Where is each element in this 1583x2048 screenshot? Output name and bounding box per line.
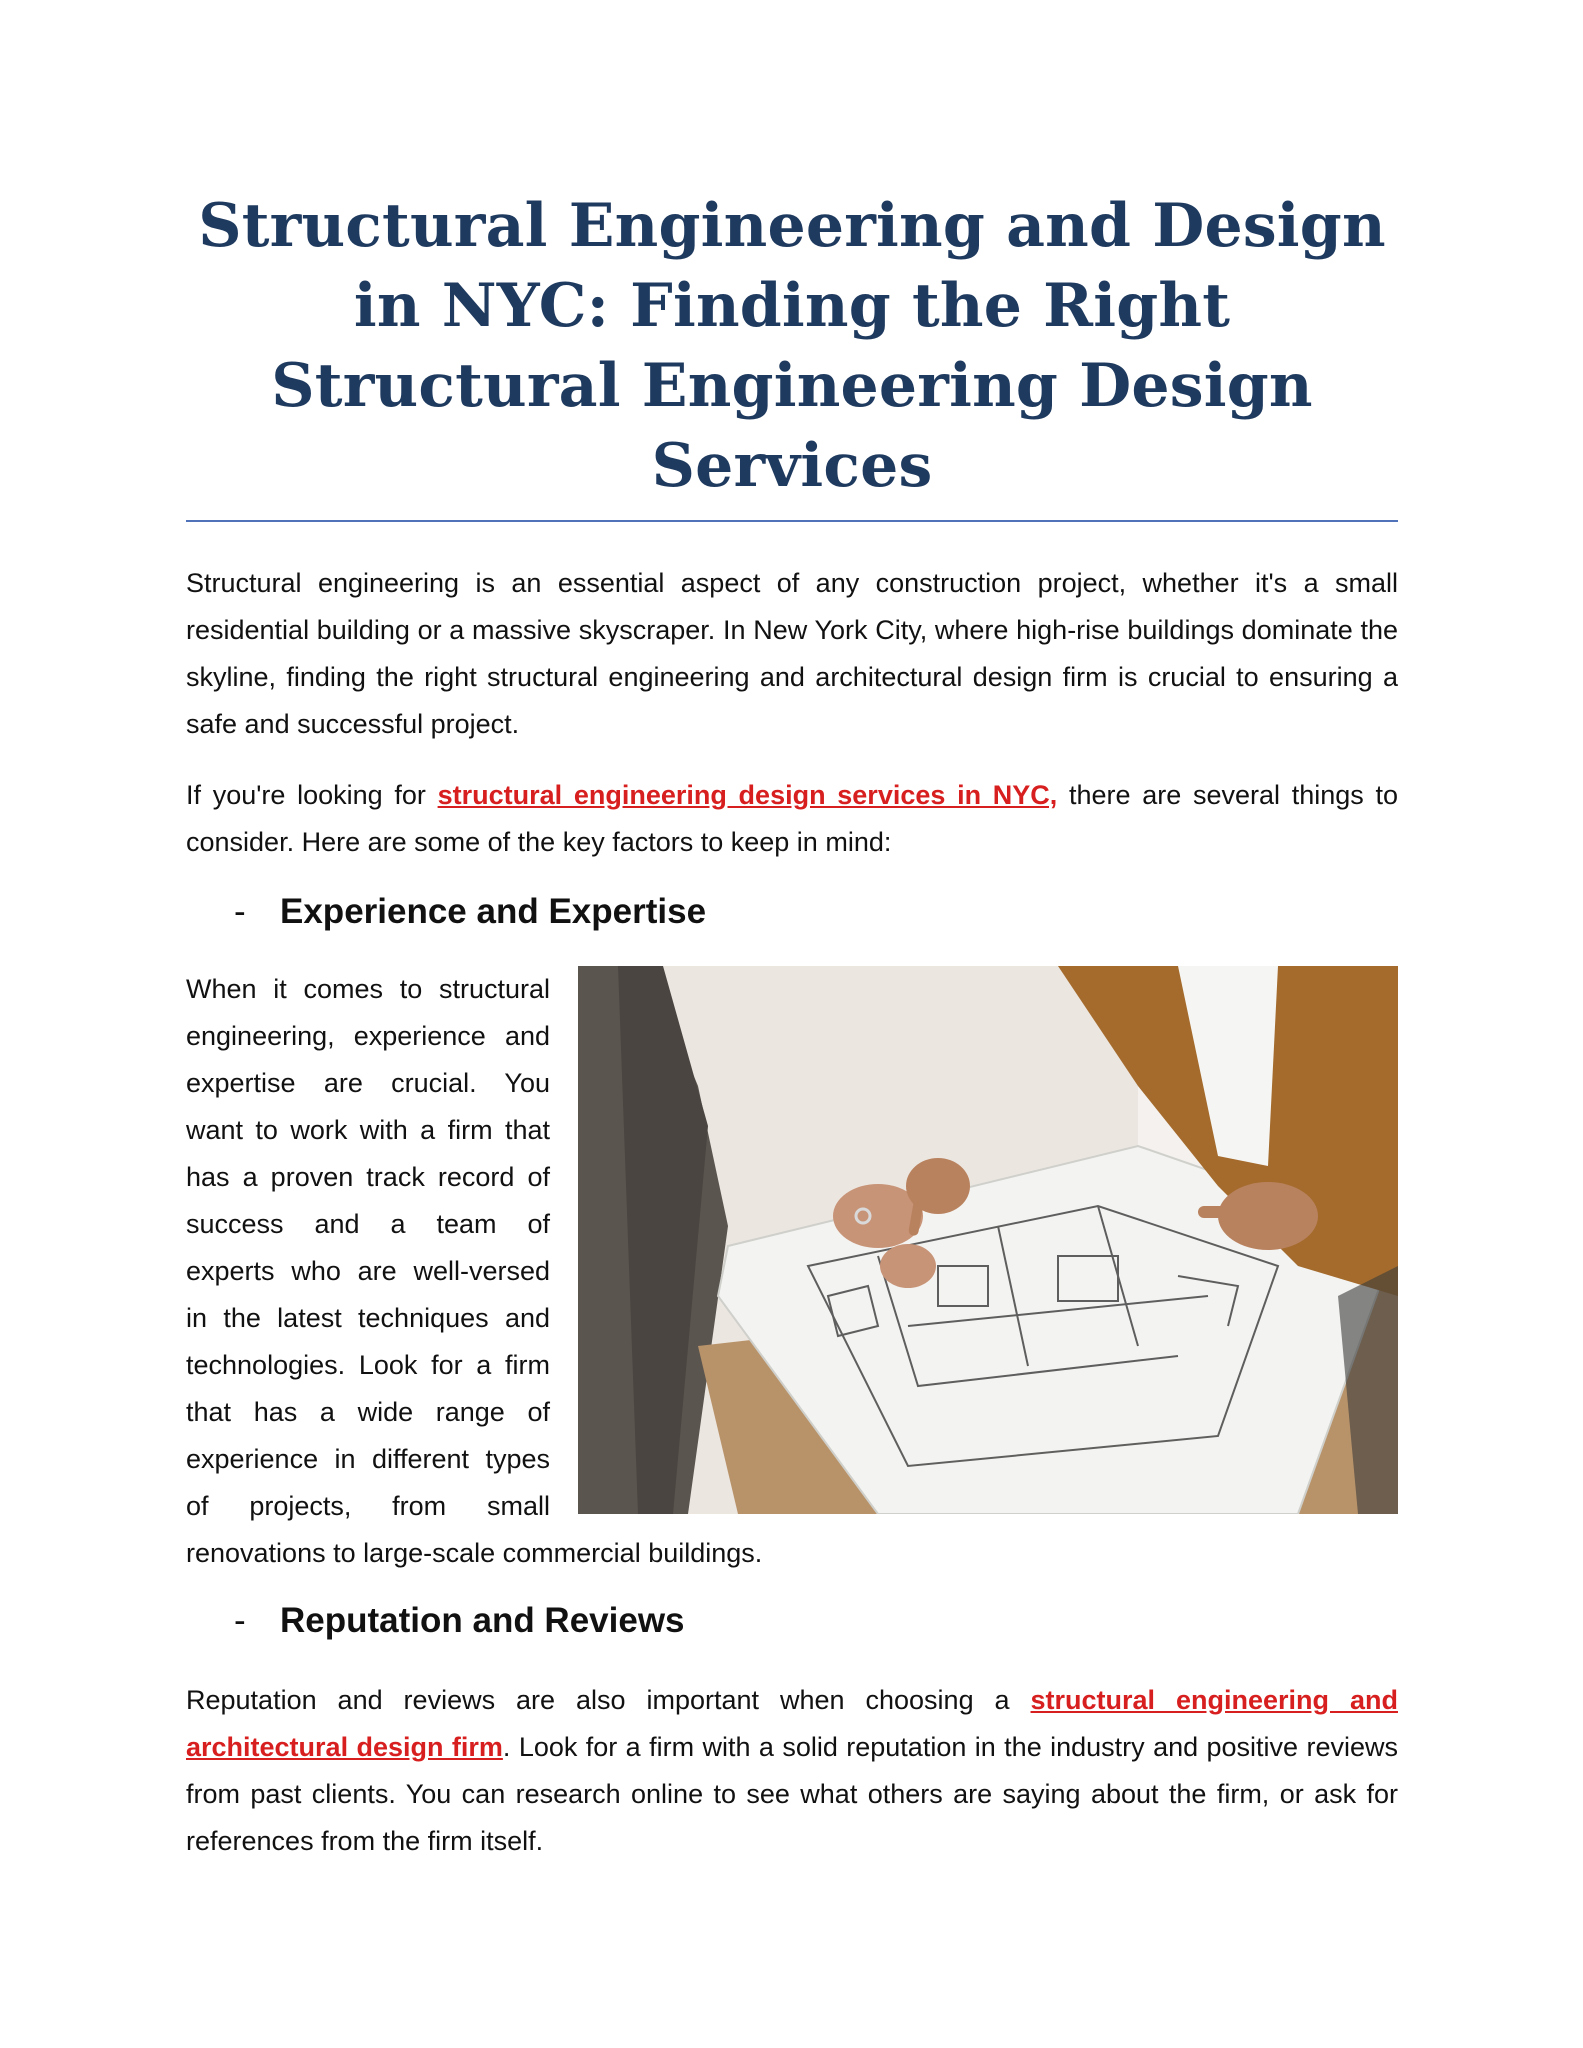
experience-section [186,966,1398,1577]
reputation-text-before: Reputation and reviews are also important when choosing a [186,1685,1031,1715]
blueprint-photo-illustration [578,966,1398,1514]
architectural-design-firm-link[interactable]: structural engineering and architectural design firm [186,1685,1398,1762]
structural-design-services-link[interactable]: structural engineering design services in NYC, [437,780,1058,810]
reputation-text-after: . Look for a firm with a solid reputation in the industry and positive reviews from past clients. You can research online to see what others are saying about the firm, or ask for references from the firm itself. [186,1732,1398,1856]
reputation-paragraph [186,1677,1398,1865]
section-heading-text: Experience and Expertise [280,892,707,931]
section-heading-text: Reputation and Reviews [280,1601,685,1640]
document-page [186,186,1398,1865]
intro-text-before: If you're looking for [186,780,438,810]
page-title: Structural Engineering and Design in NYC: Finding the Right Structural Engineering Design Services [186,186,1398,522]
section-heading-experience [186,892,1398,932]
bullet-dash: - [234,892,246,931]
intro-paragraph-2 [186,772,1398,866]
intro-text-after: there are several things to consider. Here are some of the key factors to keep in mind: [186,780,1398,857]
intro-paragraph: Structural engineering is an essential aspect of any construction project, whether it's a small residential building or a massive skyscraper. In New York City, where high-rise buildings dominate the skyline, finding the right structural engineering and architectural design firm is crucial to ensuring a safe and successful project. [186,568,1398,739]
experience-paragraph: When it comes to structural engineering, experience and expertise are crucial. You want to work with a firm that has a proven track record of success and a team of experts who are well-versed in the latest techniques and technologies. Look for a firm that has a wide range of experience in different types of projects, from small renovations to large-scale commercial buildings. [186,974,763,1568]
blueprint-photo [578,966,1398,1514]
bullet-dash: - [234,1601,246,1640]
section-heading-reputation [186,1601,1398,1641]
